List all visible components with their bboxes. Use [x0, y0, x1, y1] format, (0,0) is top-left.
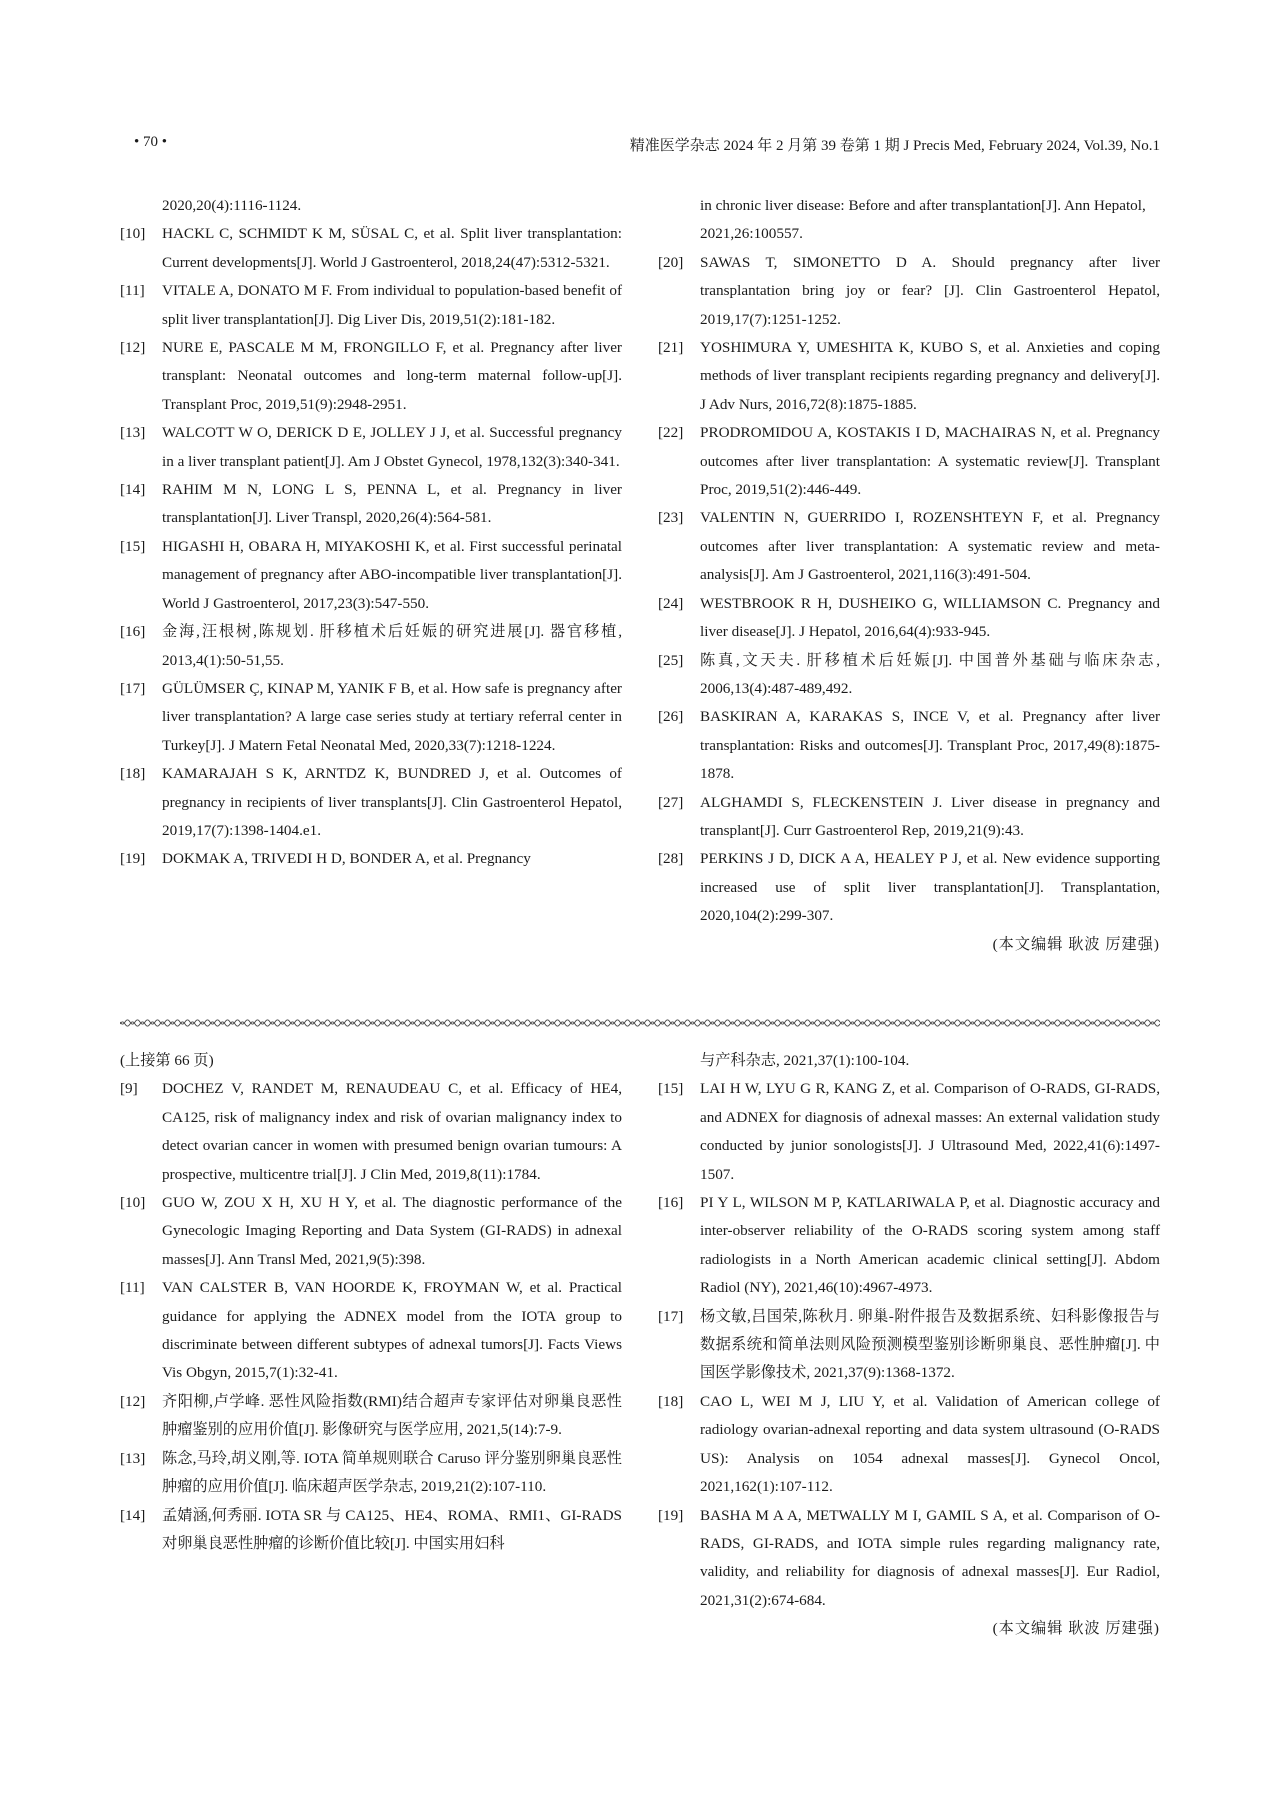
bottom-right-column	[658, 1047, 1160, 1644]
reference-item	[120, 220, 622, 277]
top-left-column	[120, 192, 622, 874]
reference-list	[120, 220, 622, 873]
reference-item	[658, 419, 1160, 504]
reference-number: [16]	[658, 1194, 684, 1212]
reference-text: YOSHIMURA Y, UMESHITA K, KUBO S, et al. Anxieties and coping methods of liver transplant recipients regarding pregnancy and delivery[J]. J Adv Nurs, 2016,72(8):1875-1885.	[700, 339, 1160, 413]
reference-item	[120, 476, 622, 533]
reference-number: [18]	[658, 1392, 684, 1410]
reference-number: [11]	[120, 282, 145, 300]
reference-text: HACKL C, SCHMIDT K M, SÜSAL C, et al. Split liver transplantation: Current developments[J]. World J Gastroenterol, 2018,24(47):5312-5321.	[162, 225, 622, 271]
reference-number: [22]	[658, 424, 684, 442]
reference-number: [28]	[658, 850, 684, 868]
reference-text: PI Y L, WILSON M P, KATLARIWALA P, et al. Diagnostic accuracy and inter-observer reliability of the O-RADS scoring system among staff radiologists in a North American academic clinical setting[J]. Abdom Radiol (NY), 2021,46(10):4967-4973.	[700, 1194, 1160, 1297]
reference-item	[120, 1445, 622, 1502]
reference-text: 金海,汪根树,陈规划. 肝移植术后妊娠的研究进展[J]. 器官移植, 2013,4(1):50-51,55.	[162, 623, 622, 669]
reference-number: [9]	[120, 1080, 138, 1098]
reference-item	[658, 1189, 1160, 1303]
reference-number: [10]	[120, 225, 146, 243]
editor-credit: (本文编辑 耿波 厉建强)	[992, 935, 1160, 953]
reference-item	[658, 703, 1160, 788]
editor-credit: (本文编辑 耿波 厉建强)	[992, 1620, 1160, 1638]
reference-text: LAI H W, LYU G R, KANG Z, et al. Comparison of O-RADS, GI-RADS, and ADNEX for diagnosis of adnexal masses: An external validation study conducted by junior sonologists[J]. J Ultrasound Med, 2022,41(6):1497-1507.	[700, 1080, 1160, 1183]
reference-text: VAN CALSTER B, VAN HOORDE K, FROYMAN W, et al. Practical guidance for applying the ADNEX model from the IOTA group to discriminate between different subtypes of adnexal tumors[J]. Facts Views Vis Obgyn, 2015,7(1):32-41.	[162, 1279, 622, 1382]
reference-item	[120, 675, 622, 760]
reference-item	[658, 845, 1160, 930]
reference-item	[120, 1502, 622, 1559]
reference-text: WESTBROOK R H, DUSHEIKO G, WILLIAMSON C. Pregnancy and liver disease[J]. J Hepatol, 2016,64(4):933-945.	[700, 594, 1160, 641]
reference-item	[658, 789, 1160, 846]
reference-text: 陈念,马玲,胡义刚,等. IOTA 简单规则联合 Caruso 评分鉴别卵巢良恶性肿瘤的应用价值[J]. 临床超声医学杂志, 2019,21(2):107-110.	[162, 1449, 622, 1496]
reference-number: [26]	[658, 708, 684, 726]
reference-continuation: 2020,20(4):1116-1124.	[162, 197, 302, 214]
bottom-left-column	[120, 1047, 622, 1558]
reference-number: [13]	[120, 1449, 146, 1467]
page-header	[120, 134, 1160, 158]
reference-item	[658, 1388, 1160, 1502]
reference-text: DOKMAK A, TRIVEDI H D, BONDER A, et al. Pregnancy	[162, 850, 531, 868]
reference-text: GÜLÜMSER Ç, KINAP M, YANIK F B, et al. How safe is pregnancy after liver transplantation? A large case series study at tertiary referral center in Turkey[J]. J Matern Fetal Neonatal Med, 2020,33(7):1218-1224.	[162, 679, 622, 754]
wavy-divider	[120, 1018, 1160, 1028]
reference-item	[658, 1303, 1160, 1388]
reference-number: [11]	[120, 1279, 145, 1297]
reference-item	[120, 1274, 622, 1388]
reference-text: DOCHEZ V, RANDET M, RENAUDEAU C, et al. Efficacy of HE4, CA125, risk of malignancy index and risk of ovarian malignancy index to detect ovarian cancer in women with presumed benign ovarian tumours: A prospective, multicentre trial[J]. J Clin Med, 2019,8(11):1784.	[162, 1080, 622, 1183]
reference-text: GUO W, ZOU X H, XU H Y, et al. The diagnostic performance of the Gynecologic Imaging Reporting and Data System (GI-RADS) in adnexal masses[J]. Ann Transl Med, 2021,9(5):398.	[162, 1194, 622, 1268]
reference-text: 杨文敏,吕国荣,陈秋月. 卵巢-附件报告及数据系统、妇科影像报告与数据系统和简单法则风险预测模型鉴别诊断卵巢良、恶性肿瘤[J]. 中国医学影像技术, 2021,37(9):1368-1372.	[700, 1307, 1160, 1382]
reference-number: [12]	[120, 339, 146, 357]
top-right-column	[658, 192, 1160, 959]
page-number: • 70 •	[134, 134, 168, 150]
reference-number: [12]	[120, 1392, 146, 1410]
reference-text: VALENTIN N, GUERRIDO I, ROZENSHTEYN F, et al. Pregnancy outcomes after liver transplantation: A systematic review and meta-analysis[J]. Am J Gastroenterol, 2021,116(3):491-504.	[700, 509, 1160, 584]
reference-text: SAWAS T, SIMONETTO D A. Should pregnancy after liver transplantation bring joy or fear? [J]. Clin Gastroenterol Hepatol, 2019,17(7):1251-1252.	[700, 253, 1160, 328]
reference-list	[120, 1075, 622, 1558]
reference-continuation: in chronic liver disease: Before and after transplantation[J]. Ann Hepatol, 2021,26:100557.	[700, 197, 1146, 243]
reference-text: NURE E, PASCALE M M, FRONGILLO F, et al. Pregnancy after liver transplant: Neonatal outcomes and long-term maternal follow-up[J]. Transplant Proc, 2019,51(9):2948-2951.	[162, 339, 622, 413]
reference-text: PRODROMIDOU A, KOSTAKIS I D, MACHAIRAS N, et al. Pregnancy outcomes after liver transplantation: A systematic review[J]. Transplant Proc, 2019,51(2):446-449.	[700, 424, 1160, 499]
reference-number: [24]	[658, 594, 684, 612]
reference-item	[120, 760, 622, 845]
reference-item	[658, 590, 1160, 647]
reference-item	[658, 504, 1160, 589]
reference-text: 孟婧涵,何秀丽. IOTA SR 与 CA125、HE4、ROMA、RMI1、GI-RADS 对卵巢良恶性肿瘤的诊断价值比较[J]. 中国实用妇科	[162, 1506, 622, 1552]
reference-text: VITALE A, DONATO M F. From individual to population-based benefit of split liver transplantation[J]. Dig Liver Dis, 2019,51(2):181-182.	[162, 282, 622, 328]
reference-number: [15]	[658, 1080, 684, 1098]
reference-text: 齐阳柳,卢学峰. 恶性风险指数(RMI)结合超声专家评估对卵巢良恶性肿瘤鉴别的应用价值[J]. 影像研究与医学应用, 2021,5(14):7-9.	[162, 1392, 622, 1439]
reference-text: ALGHAMDI S, FLECKENSTEIN J. Liver disease in pregnancy and transplant[J]. Curr Gastroenterol Rep, 2019,21(9):43.	[700, 793, 1160, 839]
reference-number: [25]	[658, 651, 684, 669]
reference-item	[120, 533, 622, 618]
reference-number: [18]	[120, 765, 146, 783]
reference-number: [14]	[120, 1506, 146, 1524]
reference-item	[120, 277, 622, 334]
reference-text: RAHIM M N, LONG L S, PENNA L, et al. Pregnancy in liver transplantation[J]. Liver Transpl, 2020,26(4):564-581.	[162, 481, 622, 527]
reference-number: [14]	[120, 481, 146, 499]
reference-text: BASHA M A A, METWALLY M I, GAMIL S A, et al. Comparison of O-RADS, GI-RADS, and IOTA simple rules regarding malignancy rate, validity, and reliability for diagnosis of adnexal masses[J]. Eur Radiol, 2021,31(2):674-684.	[700, 1506, 1160, 1609]
reference-item	[658, 1075, 1160, 1189]
reference-item	[120, 845, 622, 873]
reference-number: [19]	[658, 1506, 684, 1524]
reference-text: KAMARAJAH S K, ARNTDZ K, BUNDRED J, et al. Outcomes of pregnancy in recipients of liver transplants[J]. Clin Gastroenterol Hepatol, 2019,17(7):1398-1404.e1.	[162, 765, 622, 839]
reference-number: [20]	[658, 253, 684, 271]
reference-continuation: 与产科杂志, 2021,37(1):100-104.	[700, 1052, 910, 1069]
reference-item	[120, 618, 622, 675]
reference-item	[120, 334, 622, 419]
reference-text: WALCOTT W O, DERICK D E, JOLLEY J J, et al. Successful pregnancy in a liver transplant patient[J]. Am J Obstet Gynecol, 1978,132(3):340-341.	[162, 424, 622, 470]
reference-number: [10]	[120, 1194, 146, 1212]
reference-item	[658, 334, 1160, 419]
reference-number: [17]	[658, 1307, 684, 1325]
reference-list	[658, 1075, 1160, 1615]
reference-item	[120, 419, 622, 476]
reference-text: 陈真,文天夫. 肝移植术后妊娠[J]. 中国普外基础与临床杂志, 2006,13(4):487-489,492.	[700, 651, 1160, 697]
continued-from-note: (上接第 66 页)	[120, 1052, 214, 1069]
reference-list	[658, 249, 1160, 931]
reference-number: [16]	[120, 623, 146, 641]
reference-number: [23]	[658, 509, 684, 527]
reference-item	[658, 1502, 1160, 1616]
reference-number: [17]	[120, 679, 146, 697]
reference-item	[658, 647, 1160, 704]
reference-item	[120, 1075, 622, 1189]
journal-info: 精准医学杂志 2024 年 2 月第 39 卷第 1 期 J Precis Med, February 2024, Vol.39, No.1	[629, 138, 1160, 154]
reference-text: PERKINS J D, DICK A A, HEALEY P J, et al. New evidence supporting increased use of split liver transplantation[J]. Transplantation, 2020,104(2):299-307.	[700, 850, 1160, 925]
reference-text: CAO L, WEI M J, LIU Y, et al. Validation of American college of radiology ovarian-adnexal reporting and data system ultrasound (O-RADS US): Analysis on 1054 adnexal masses[J]. Gynecol Oncol, 2021,162(1):107-112.	[700, 1392, 1160, 1496]
reference-item	[658, 249, 1160, 334]
reference-number: [15]	[120, 537, 146, 555]
reference-item	[120, 1388, 622, 1445]
reference-item	[120, 1189, 622, 1274]
reference-number: [19]	[120, 850, 146, 868]
reference-number: [21]	[658, 339, 684, 357]
reference-text: BASKIRAN A, KARAKAS S, INCE V, et al. Pregnancy after liver transplantation: Risks and outcomes[J]. Transplant Proc, 2017,49(8):1875-1878.	[700, 708, 1160, 783]
reference-number: [13]	[120, 424, 146, 442]
reference-number: [27]	[658, 793, 684, 811]
reference-text: HIGASHI H, OBARA H, MIYAKOSHI K, et al. First successful perinatal management of pregnancy after ABO-incompatible liver transplantation[J]. World J Gastroenterol, 2017,23(3):547-550.	[162, 537, 622, 612]
